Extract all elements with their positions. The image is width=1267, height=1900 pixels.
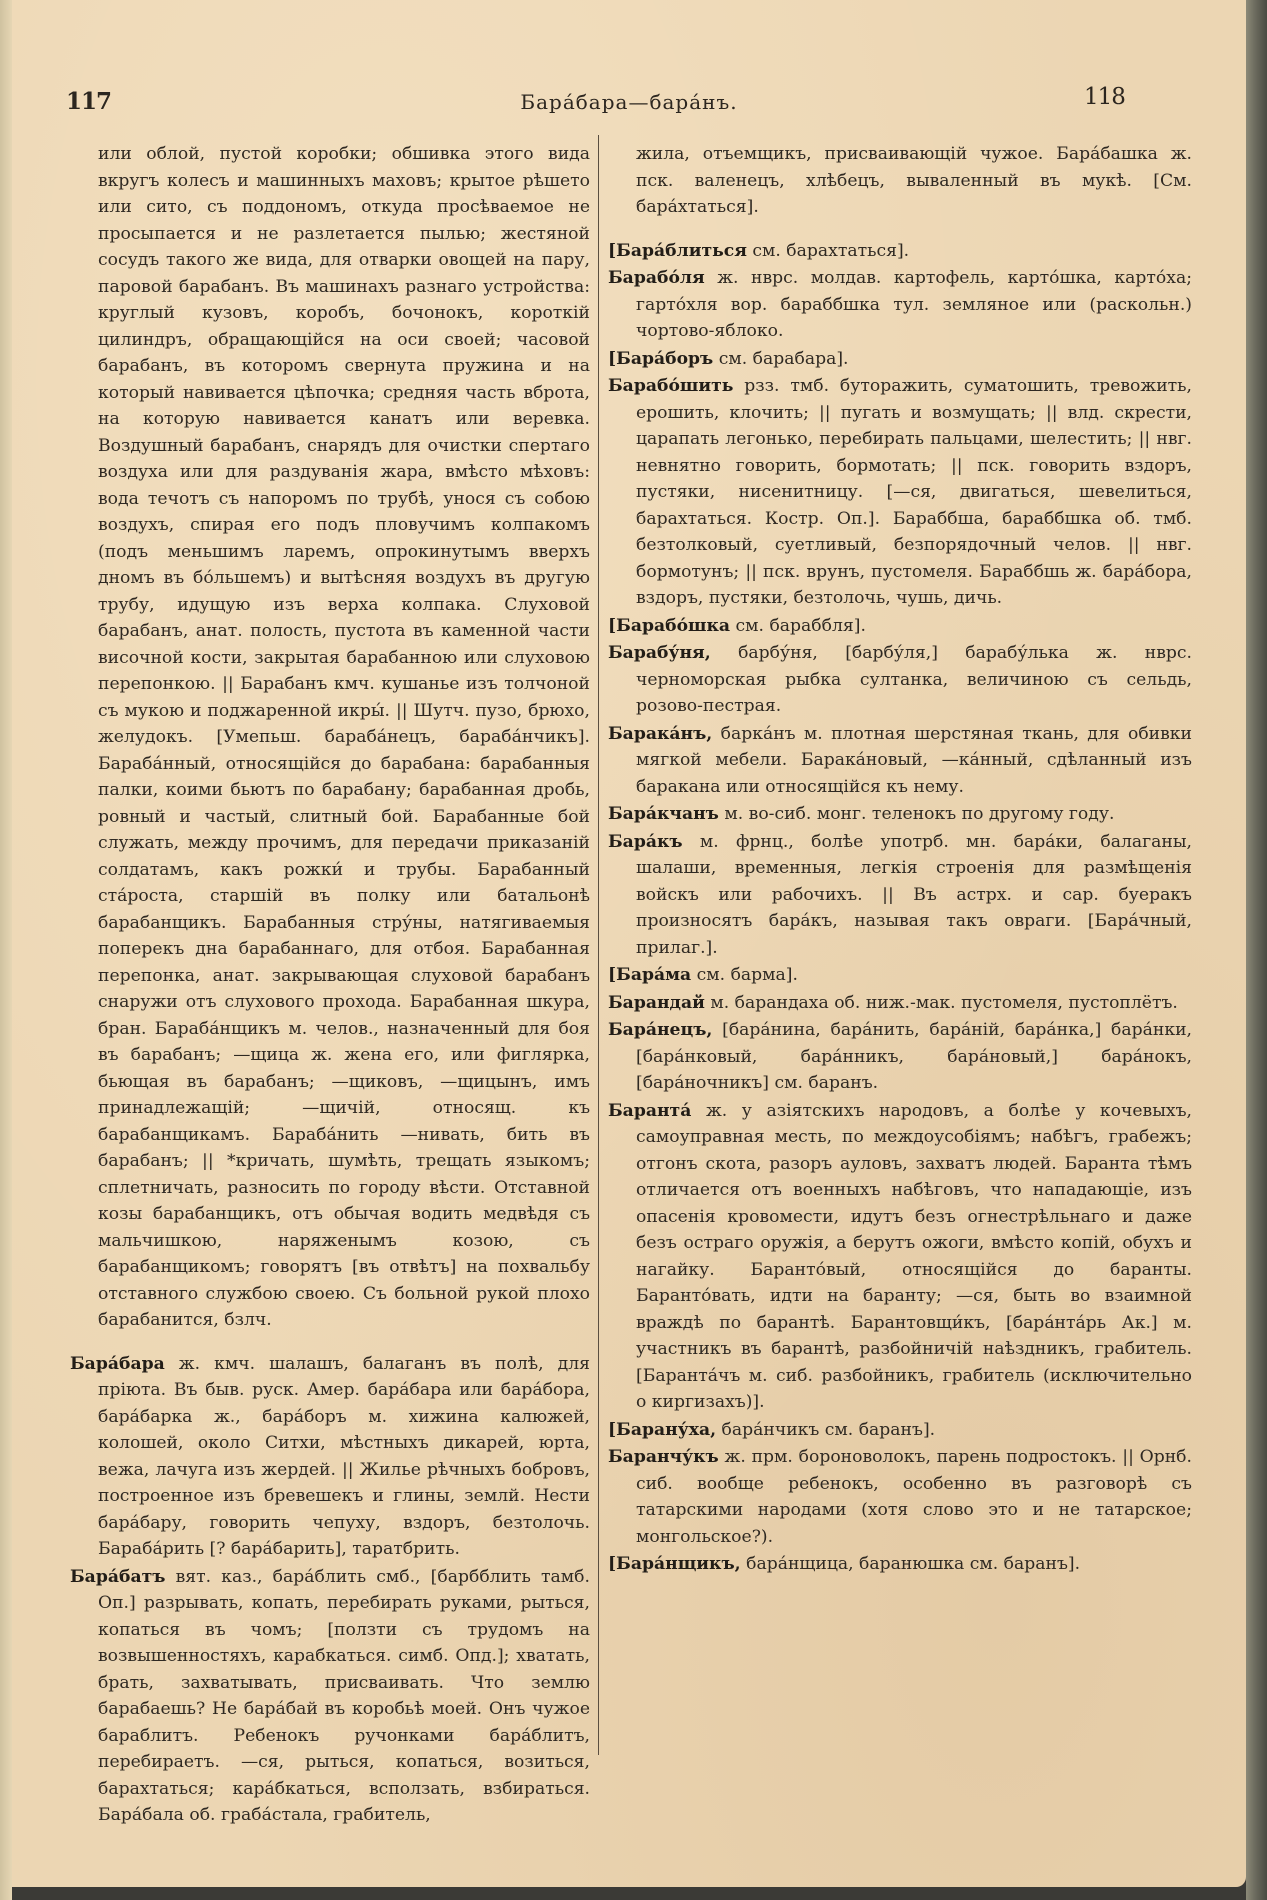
entry-headword: Баранчу́къ bbox=[608, 1447, 719, 1468]
entry-text: вят. каз., бара́блить смб., [барбблить тамб. Оп.] разрывать, копать, перебирать руками, рыться, копаться въ чомъ; [ползти съ трудомъ на возвышенностяхъ, карабкаться. симб. Опд.]; хватать, брать, захватывать, присваивать. Что землю барабаешь? Не бара́бай въ коробьѣ моей. Онъ чужое бараблитъ. Ребенокъ ручонками бара́блитъ, перебираетъ. —ся, рыться, копаться, возиться, барахтаться; кара́бкаться, всползать, взбираться. Бара́бала об. граба́стала, грабитель, bbox=[98, 1566, 590, 1826]
dictionary-entry bbox=[608, 829, 1192, 962]
dictionary-entry bbox=[608, 721, 1192, 801]
entry-headword: Барабу́ня, bbox=[608, 643, 711, 664]
entry-continuation: или облой, пустой коробки; обшивка этого вида вкругъ колесъ и машинныхъ маховъ; крытое рѣшето или сито, съ поддономъ, откуда просѣваемое не просыпается и не разлетается пылью; жестяной сосудъ такого же вида, для отварки овощей на пару, паровой барабанъ. Въ машинахъ разнаго устройства: круглый кузовъ, коробъ, бочонокъ, короткій цилиндръ, обращающійся на оси своей; часовой барабанъ, въ которомъ свернута пружина и на который навивается цѣпочка; средняя часть вброта, на которую навивается канатъ или веревка. Воздушный барабанъ, снарядъ для очистки спертаго воздуха или для раздуванія жара, вмѣсто мѣховъ: вода течотъ съ напоромъ по трубѣ, унося съ собою воздухъ, спирая его подъ пловучимъ колпакомъ (подъ меньшимъ ларемъ, опрокинутымъ вверхъ дномъ въ бо́льшемъ) и вытѣсняя воздухъ въ другую трубу, идущую изъ верха колпака. Слуховой барабанъ, анат. полость, пустота въ каменной части височной кости, закрытая барабанною или слуховою перепонкою. || Барабанъ кмч. кушанье изъ толчоной съ мукою и поджаренной икры́. || Шутч. пузо, брюхо, желудокъ. [Умепьш. бараба́нецъ, бараба́нчикъ]. Бараба́нный, относящійся до барабана: барабанныя палки, коими бьютъ по барабану; барабанная дробь, ровный и частый, слитный бой. Барабанные бой служать, между прочимъ, для передачи приказаній солдатамъ, какъ рожки́ и трубы. Барабанный ста́роста, старшій въ полку или батальонѣ барабанщикъ. Барабанныя стру́ны, натягиваемыя поперекъ дна барабаннаго, для отбоя. Барабанная перепонка, анат. закрывающая слуховой барабанъ снаружи отъ слухового прохода. Барабанная шкура, бран. Бараба́нщикъ м. челов., назначенный для боя въ барабанъ; —щица ж. жена его, или фиглярка, бьющая въ барабанъ; —щиковъ, —щицынъ, имъ принадлежащій; —щичій, относящ. къ барабанщикамъ. Бараба́нить —нивать, бить въ барабанъ; || *кричать, шумѣть, трещать языкомъ; сплетничать, разносить по городу вѣсти. Отставной козы барабанщикъ, отъ обычая водить медвѣдя съ мальчишкою, наряженымъ козою, съ барабанщикомъ; говорятъ [въ отвѣтъ] на похвальбу отставного службою своею. Съ больной рукой плохо барабанится, бзлч. bbox=[98, 144, 590, 1331]
page-number-left: 117 bbox=[66, 88, 112, 115]
running-head: Бара́бара—бара́нъ. bbox=[520, 90, 738, 114]
entry-text: барбу́ня, [барбу́ля,] барабу́лька ж. нврс. черноморская рыбка султанка, величиною съ сельдь, розово-пестрая. bbox=[636, 643, 1192, 717]
right-column bbox=[608, 124, 1192, 1579]
dictionary-entry bbox=[608, 613, 1192, 640]
entry-text: ж. прм. бороноволокъ, парень подростокъ. || Орнб. сиб. вообще ребенокъ, особенно въ разговорѣ съ татарскими народами (хотя слово это и не татарское; монгольское?). bbox=[636, 1447, 1192, 1547]
dictionary-entry bbox=[608, 265, 1192, 345]
entry-text: бара́нщица, баранюшка см. баранъ]. bbox=[746, 1554, 1081, 1575]
dictionary-entry bbox=[608, 346, 1192, 373]
dictionary-entry bbox=[608, 1444, 1192, 1550]
entry-text: ж. у азіятскихъ народовъ, а болѣе у кочевыхъ, самоуправная месть, по междоусобіямъ; набѣгъ, грабежъ; отгонъ скота, разоръ ауловъ, захватъ людей. Баранта тѣмъ отличается отъ военныхъ набѣговъ, что нападающіе, изъ опасенія кровомести, идутъ безъ огнестрѣльнаго и даже безъ остраго оружія, а берутъ ожоги, вмѣсто копій, обухъ и нагайку. Баранто́вый, относящійся до баранты. Баранто́вать, идти на баранту; —ся, быть во взаимной враждѣ по барантѣ. Барантовщи́къ, [бара́нта́рь Ак.] м. участникъ въ барантѣ, разбойничій наѣздникъ, грабитель. [Баранта́чъ м. сиб. разбойникъ, грабитель (исключительно о киргизахъ)]. bbox=[636, 1100, 1192, 1413]
entry-text: см. бараббля]. bbox=[735, 615, 866, 636]
entry-headword: Баранта́ bbox=[608, 1100, 692, 1121]
entry-text: см. барма]. bbox=[696, 965, 798, 986]
dictionary-entry bbox=[70, 1564, 590, 1829]
entry-text: барка́нъ м. плотная шерстяная ткань, для обивки мягкой мебели. Барака́новый, —ка́нный, сдѣланный изъ баракана или относящійся къ нему. bbox=[636, 723, 1193, 797]
entry-headword: Бара́къ bbox=[608, 831, 683, 852]
entry-headword: [Барану́ха, bbox=[608, 1419, 717, 1440]
entry-headword: [Бара́ма bbox=[608, 965, 692, 986]
entry-headword: Бара́нецъ, bbox=[608, 1020, 713, 1041]
entry-text: бара́нчикъ см. баранъ]. bbox=[721, 1419, 936, 1440]
dictionary-entry bbox=[608, 238, 1192, 265]
book-gutter bbox=[0, 0, 12, 1900]
column-divider bbox=[598, 135, 599, 1755]
entry-headword: Бара́бара bbox=[70, 1353, 165, 1374]
entry-continuation: жила, отъемщикъ, присваивающій чужое. Бара́башка ж. пск. валенецъ, хлѣбецъ, вываленный въ мукѣ. [См. бара́хтаться]. bbox=[636, 144, 1192, 218]
entry-headword: [Барабо́шка bbox=[608, 615, 731, 636]
dictionary-page bbox=[12, 0, 1246, 1887]
entry-text: рзз. тмб. буторажить, суматошить, тревожить, ерошить, клочить; || пугать и возмущать; || влд. скрести, царапать легонько, перебирать пальцами, шелестить; || нвг. невнятно говорить, бормотать; || пск. говорить вздоръ, пустяки, нисенитницу. [—ся, двигаться, шевелиться, барахтаться. Костр. Оп.]. Бараббша, бараббшка об. тмб. безтолковый, суетливый, безпорядочный челов. || нвг. бормотунъ; || пск. врунъ, пустомеля. Бараббшь ж. бара́бора, вздоръ, пустяки, безтолочь, чушь, дичь. bbox=[636, 376, 1192, 609]
entry-headword: Бара́батъ bbox=[70, 1566, 166, 1587]
dictionary-entry bbox=[608, 373, 1192, 612]
book-page-edge bbox=[1246, 0, 1267, 1900]
dictionary-entry bbox=[608, 1551, 1192, 1578]
entry-text: см. барабара]. bbox=[718, 348, 849, 369]
dictionary-entry bbox=[70, 1351, 590, 1563]
entry-headword: Барабо́ля bbox=[608, 268, 705, 289]
dictionary-entry bbox=[608, 990, 1192, 1017]
dictionary-entry bbox=[608, 1017, 1192, 1097]
entry-text: [бара́нина, бара́нить, бара́ній, бара́нка,] бара́нки, [бара́нковый, бара́нникъ, бара́новый,] бара́нокъ, [бара́ночникъ] см. баранъ. bbox=[636, 1020, 1192, 1094]
entry-headword: [Бара́блиться bbox=[608, 240, 747, 261]
page-number-right: 118 bbox=[1084, 84, 1125, 110]
dictionary-entry bbox=[608, 1098, 1192, 1416]
entry-text: м. фрнц., болѣе употрб. мн. бара́ки, балаганы, шалаши, временныя, легкія строенія для размѣщенія войскъ или рабочихъ. || Въ астрх. и сар. буеракъ произносятъ бара́къ, называя такъ овраги. [Бара́чный, прилаг.]. bbox=[636, 831, 1193, 958]
entry-headword: Барака́нъ, bbox=[608, 723, 713, 744]
entry-text: см. барахтаться]. bbox=[752, 240, 910, 261]
left-column bbox=[70, 124, 590, 1830]
entry-headword: Барабо́шить bbox=[608, 376, 734, 397]
entry-text: ж. кмч. шалашъ, балаганъ въ полѣ, для пріюта. Въ быв. руск. Амер. бара́бара или бара́бора, бара́барка ж., бара́боръ м. хижина калюжей, колошей, около Ситхи, мѣстныхъ дикарей, юрта, вежа, лачуга изъ жердей. || Жилье рѣчныхъ бобровъ, построенное изъ бревешекъ и глины, землй. Нести бара́бару, говорить чепуху, вздоръ, безтолочь. Бараба́рить [? бара́барить], таратбрить. bbox=[98, 1353, 591, 1560]
page-header bbox=[12, 84, 1246, 118]
dictionary-entry bbox=[608, 962, 1192, 989]
entry-headword: [Бара́нщикъ, bbox=[608, 1554, 741, 1575]
entry-text: ж. нврс. молдав. картофель, карто́шка, карто́ха; гарто́хля вор. бараббшка тул. земляное или (раскольн.) чортово-яблоко. bbox=[636, 268, 1192, 342]
entry-text: м. во-сиб. монг. теленокъ по другому году. bbox=[724, 804, 1115, 825]
dictionary-entry bbox=[608, 640, 1192, 720]
entry-headword: Бара́кчанъ bbox=[608, 804, 719, 825]
entry-headword: Барандай bbox=[608, 992, 705, 1013]
dictionary-entry bbox=[608, 1417, 1192, 1444]
entry-text: м. барандаха об. ниж.-мак. пустомеля, пустоплётъ. bbox=[710, 992, 1178, 1013]
dictionary-entry bbox=[608, 801, 1192, 828]
entry-headword: [Бара́боръ bbox=[608, 348, 714, 369]
